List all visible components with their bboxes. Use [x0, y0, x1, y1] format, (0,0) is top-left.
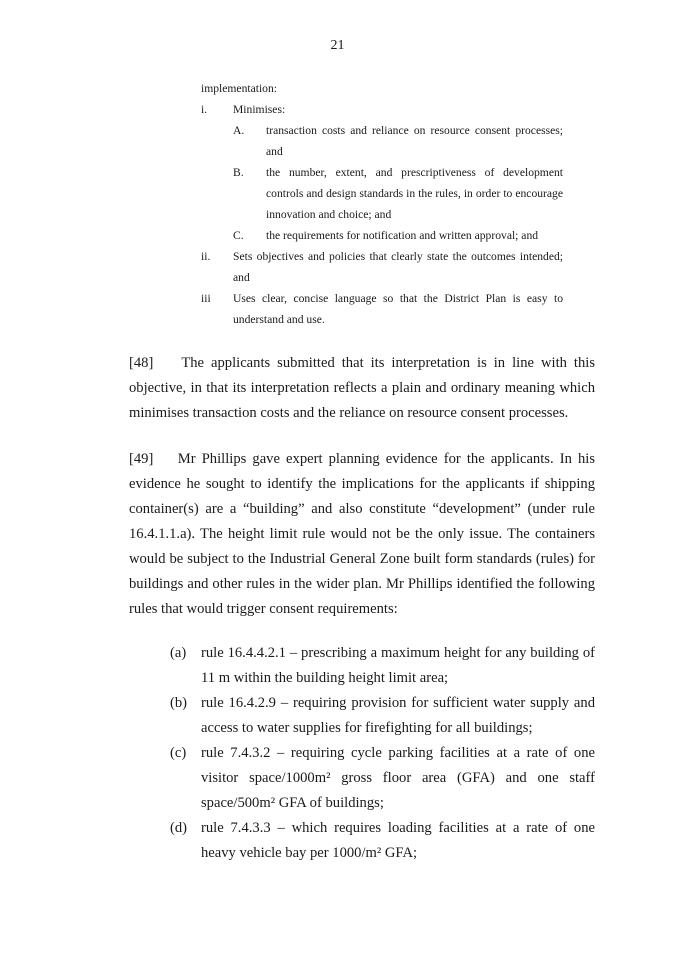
- paragraph-text: The applicants submitted that its interpretation is in line with this objective, in that its interpretation reflects a plain and ordinary meaning which minimises transaction costs and the reliance on resource consent processes.: [129, 355, 596, 421]
- consent-rules-list: [170, 641, 595, 866]
- paragraph-number: [48]: [129, 355, 154, 371]
- quoted-objective: [201, 78, 563, 330]
- quote-subitem: [201, 120, 563, 162]
- quote-subitem-text: transaction costs and reliance on resource consent processes; and: [266, 124, 563, 158]
- paragraph-text: Mr Phillips gave expert planning evidence for the applicants. In his evidence he sought to identify the implications for the applicants if shipping container(s) are a “building” and also constitute “development” (under rule 16.4.1.1.a). The height limit rule would not be the only issue. The containers would be subject to the Industrial General Zone built form standards (rules) for buildings and other rules in the wider plan. Mr Phillips identified the following rules that would trigger consent requirements:: [129, 451, 596, 617]
- list-item: [170, 816, 595, 866]
- list-item-text: rule 16.4.4.2.1 – prescribing a maximum height for any building of 11 m within the building height limit area;: [201, 645, 595, 686]
- paragraph-49: [129, 447, 595, 622]
- list-item-text: rule 7.4.3.3 – which requires loading facilities at a rate of one heavy vehicle bay per 1000/m² GFA;: [201, 820, 595, 861]
- quote-subitem-marker: B.: [233, 166, 244, 179]
- page-number: 21: [330, 38, 345, 53]
- quote-item-marker: i.: [201, 103, 208, 116]
- quote-intro: implementation:: [201, 82, 277, 95]
- list-item: [170, 691, 595, 741]
- quote-item-text: Minimises:: [233, 103, 286, 116]
- quote-item: [201, 246, 563, 288]
- quote-item-text: Uses clear, concise language so that the District Plan is easy to understand and use.: [233, 292, 563, 326]
- list-item-label: (b): [170, 695, 188, 711]
- list-item-label: (c): [170, 745, 187, 761]
- list-item-label: (a): [170, 645, 187, 661]
- paragraph-48: [129, 351, 595, 426]
- quote-subitem: [201, 225, 563, 246]
- quote-item: [201, 99, 563, 120]
- list-item-text: rule 7.4.3.2 – requiring cycle parking facilities at a rate of one visitor space/1000m² gross floor area (GFA) and one staff space/500m² GFA of buildings;: [201, 745, 595, 811]
- quote-subitem: [201, 162, 563, 225]
- paragraph-number: [49]: [129, 451, 154, 467]
- quote-subitem-text: the requirements for notification and written approval; and: [266, 229, 539, 242]
- list-item: [170, 641, 595, 691]
- list-item-text: rule 16.4.2.9 – requiring provision for sufficient water supply and access to water supplies for firefighting for all buildings;: [201, 695, 595, 736]
- list-item-label: (d): [170, 820, 188, 836]
- quote-item: [201, 288, 563, 330]
- quote-subitem-marker: C.: [233, 229, 244, 242]
- list-item: [170, 741, 595, 816]
- quote-subitem-text: the number, extent, and prescriptiveness of development controls and design standards in the rules, in order to encourage innovation and choice; and: [266, 166, 563, 221]
- quote-subitem-marker: A.: [233, 124, 245, 137]
- quote-item-marker: iii: [201, 292, 211, 305]
- quote-item-marker: ii.: [201, 250, 211, 263]
- quote-item-text: Sets objectives and policies that clearly state the outcomes intended; and: [233, 250, 563, 284]
